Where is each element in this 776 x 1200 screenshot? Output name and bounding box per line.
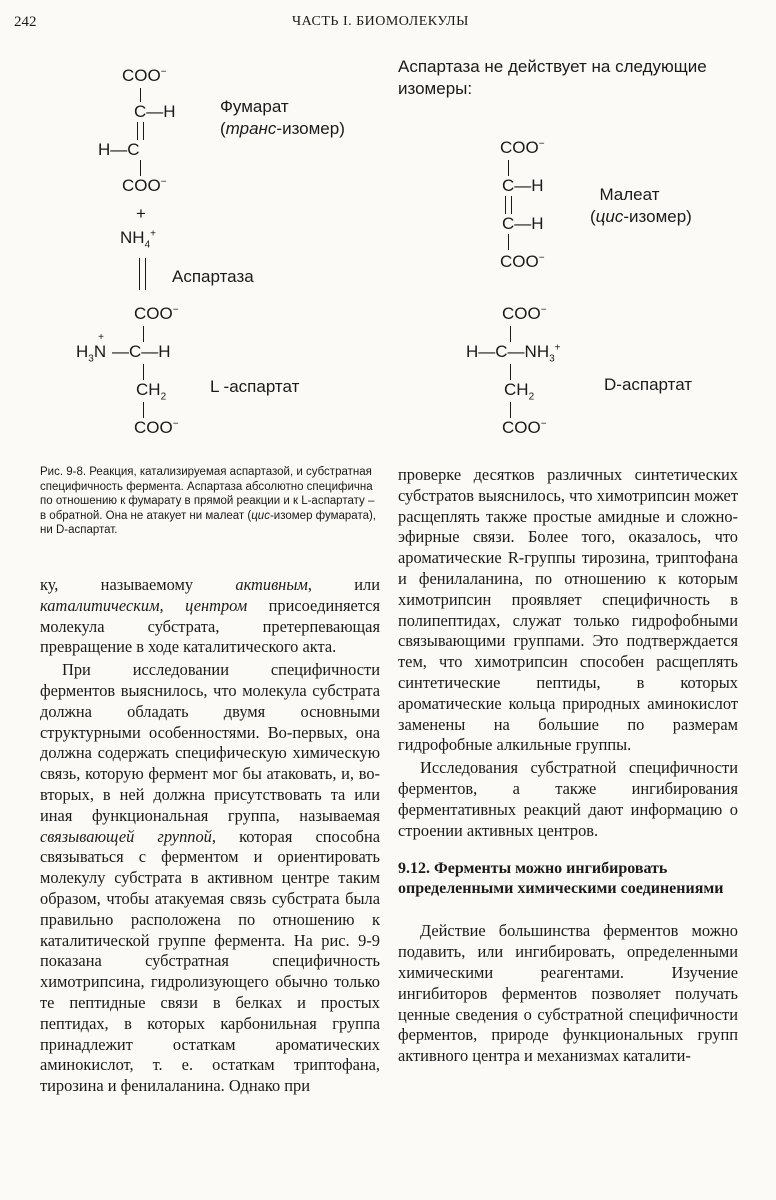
- l-aspartate-label: L -аспартат: [210, 377, 300, 396]
- double-bond: [505, 196, 512, 214]
- maleate-label: Малеат (цис-изомер): [590, 185, 692, 226]
- plus-sign: +: [136, 204, 146, 223]
- figure-caption: Рис. 9-8. Реакция, катализируемая аспартазой, и субстратная специфичность фермента. Аспартаза абсолютно специфична по отношению к фумарату в прямой реакции и к L-аспартату – в обратной. Она не атакует ни малеат (цис-изомер фумарата), ни D-аспартат.: [40, 466, 377, 536]
- running-head: ЧАСТЬ I. БИОМОЛЕКУЛЫ: [292, 14, 469, 29]
- fumarate-label: Фумарат (транс-изомер): [220, 97, 345, 138]
- fumarate-coo-top: COO−: [122, 66, 167, 85]
- body-left-column: [40, 575, 380, 1097]
- d-asp-ch2: $CH_2$: [504, 380, 535, 403]
- enzyme-label: Аспартаза: [172, 267, 254, 286]
- l-asp-coo-bottom: COO−: [134, 418, 179, 437]
- paragraph: проверке десятков различных синтетических субстратов выяснилось, что химотрипсин может расщеплять также простые амидные и сложно-эфирные связи. Более того, оказалось, что ароматические R-группы тирозина, триптофана и фенилаланина, по отношению к которым химотрипсин проявляет специфичность в полипептидах, служат только гидрофобными связывающими группами. Это подтверждается тем, что химотрипсин способен расщеплять синтетические пептиды, в которых ароматические кольца природных аминокислот заменены на большие по размерам гидрофобные алкильные группы.: [398, 465, 738, 755]
- l-asp-ch2: $CH_2$: [136, 380, 167, 403]
- bond: [143, 326, 144, 342]
- section-heading: 9.12. Ферменты можно ингибировать определенными химическими соединениями: [398, 860, 724, 898]
- bond: [508, 234, 509, 250]
- paragraph: Исследования субстратной специфичности ферментов, а также ингибирования ферментативных реакций дают информацию о строении активных центров.: [398, 758, 738, 840]
- bond: [140, 160, 141, 176]
- bond: [508, 160, 509, 176]
- l-asp-coo-top: COO−: [134, 304, 179, 323]
- bond: [143, 364, 144, 380]
- caption-number: Рис. 9-8.: [40, 466, 87, 478]
- maleate-ch-bottom: C—H: [502, 214, 544, 233]
- body-right-column: [398, 465, 738, 1067]
- d-asp-alpha-carbon: $H—C—NH_3^+$: [466, 342, 561, 365]
- paragraph: При исследовании специфичности ферментов выяснилось, что молекула субстрата должна обладать двумя основными структурными особенностями. Во-первых, она должна содержать специфическую химическую связь, которую фермент мог бы атаковать, и, во-вторых, в ней должна присутствовать та или иная функциональная группа, называемая связывающей группой, которая способна связываться с ферментом и ориентировать молекулу субстрата в активном центре таким образом, чтобы атакуемая связь субстрата была правильно расположена по отношению к каталитической группе фермента. На рис. 9-9 показана субстратная специфичность химотрипсина, гидролизующего обычно только те пептидные связи в белках и простых пептидах, в которых карбонильная группа принадлежит остаткам ароматических аминокислот, т. е. остаткам триптофана, тирозина и фенилаланина. Однако при: [40, 660, 380, 1096]
- paragraph: Действие большинства ферментов можно подавить, или ингибировать, определенными химическими реагентами. Изучение ингибиторов ферментов позволяет получать ценные сведения о субстратной специфичности ферментов, природе функциональных групп активного центра и механизмах каталити-: [398, 921, 738, 1066]
- ammonium: $NH_4^+$: [120, 228, 156, 251]
- d-aspartate-label: D-аспартат: [604, 375, 693, 394]
- fumarate-ch-top: C—H: [134, 102, 176, 121]
- maleate-coo-bottom: COO−: [500, 252, 545, 271]
- fumarate-coo-bottom: COO−: [122, 176, 167, 195]
- bond: [510, 326, 511, 342]
- maleate-ch-top: C—H: [502, 176, 544, 195]
- page-number: 242: [14, 14, 37, 30]
- fumarate-hc-bottom: H—C: [98, 140, 140, 159]
- d-asp-coo-top: COO−: [502, 304, 547, 323]
- non-substrates-heading: Аспартаза не действует на следующие изомеры:: [398, 57, 707, 98]
- paragraph: ку, называемому активным, или каталитическим, центром присоединяется молекула субстрата, претерпевающая превращение в ходе каталитического акта.: [40, 575, 380, 657]
- double-bond: [137, 122, 144, 140]
- l-asp-alpha-carbon: $H_3N^+—C—H$: [76, 332, 171, 365]
- maleate-coo-top: COO−: [500, 138, 545, 157]
- d-asp-coo-bottom: COO−: [502, 418, 547, 437]
- bond: [510, 364, 511, 380]
- bond: [510, 402, 511, 418]
- equilibrium-arrow: [139, 258, 146, 290]
- bond: [140, 88, 141, 102]
- bond: [143, 402, 144, 418]
